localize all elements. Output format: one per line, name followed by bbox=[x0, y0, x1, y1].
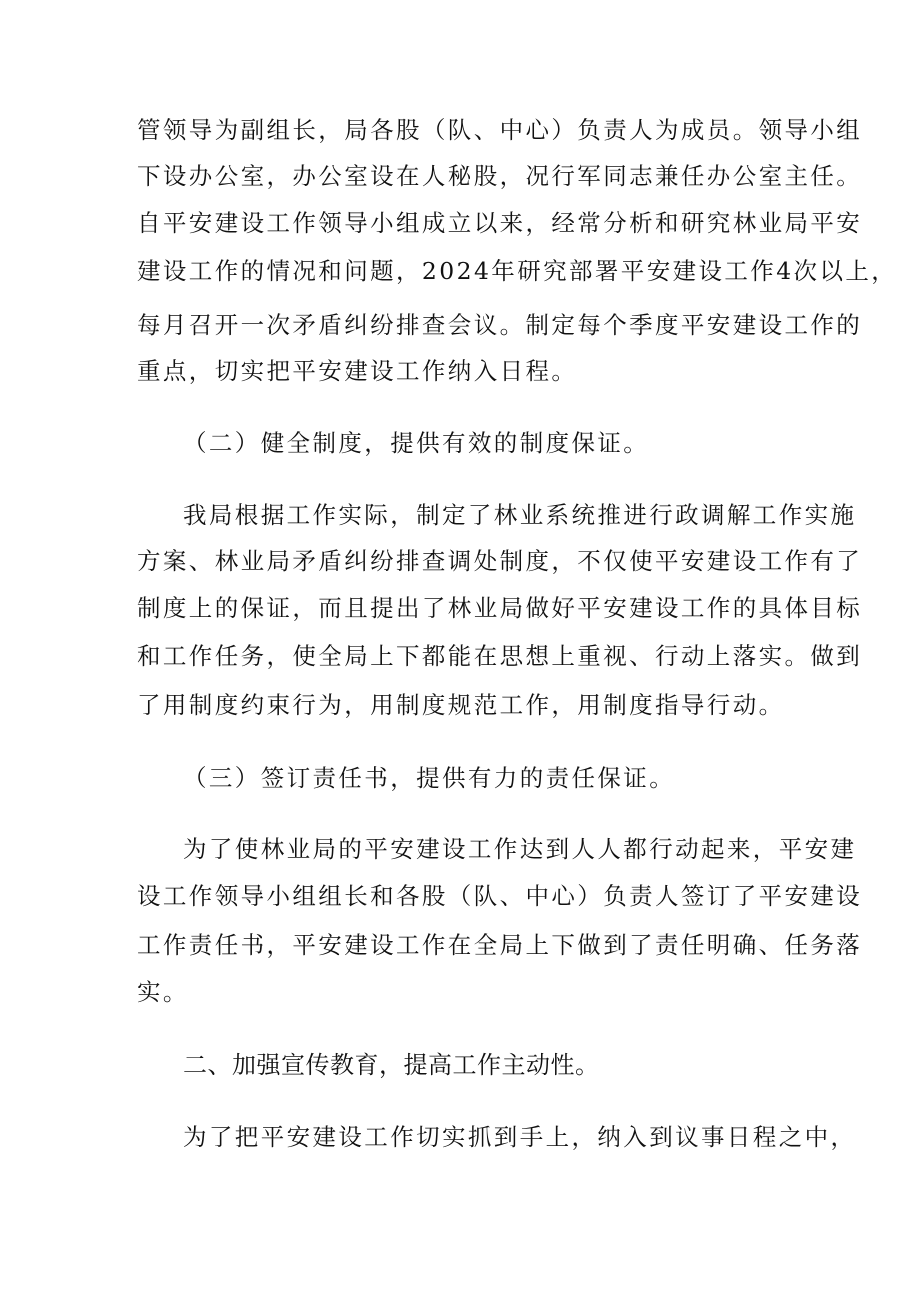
paragraph-line: 为了把平安建设工作切实抓到手上，纳入到议事日程之中， bbox=[183, 1123, 857, 1151]
paragraph-line: 建设工作的情况和问题，2024年研究部署平安建设工作4次以上， bbox=[137, 257, 898, 285]
paragraph-line: 设工作领导小组组长和各股（队、中心）负责人签订了平安建设 bbox=[137, 882, 863, 910]
paragraph-line: 方案、林业局矛盾纠纷排查调处制度，不仅使平安建设工作有了 bbox=[137, 547, 863, 575]
paragraph-line: 了用制度约束行为，用制度规范工作，用制度指导行动。 bbox=[137, 691, 785, 719]
paragraph-line: 下设办公室，办公室设在人秘股，况行军同志兼任办公室主任。 bbox=[137, 162, 863, 190]
paragraph-line: 工作责任书，平安建设工作在全局上下做到了责任明确、任务落 bbox=[137, 931, 863, 959]
section-subheading: （二）健全制度，提供有效的制度保证。 bbox=[183, 429, 650, 457]
section-subheading: （三）签订责任书，提供有力的责任保证。 bbox=[183, 764, 676, 792]
paragraph-line: 和工作任务，使全局上下都能在思想上重视、行动上落实。做到 bbox=[137, 642, 863, 670]
paragraph-line: 制度上的保证，而且提出了林业局做好平安建设工作的具体目标 bbox=[137, 594, 863, 622]
paragraph-line: 每月召开一次矛盾纠纷排查会议。制定每个季度平安建设工作的 bbox=[137, 311, 863, 339]
paragraph-line: 管领导为副组长，局各股（队、中心）负责人为成员。领导小组 bbox=[137, 116, 863, 144]
paragraph-line: 实。 bbox=[137, 978, 189, 1006]
paragraph-line: 为了使林业局的平安建设工作达到人人都行动起来，平安建 bbox=[183, 835, 857, 863]
paragraph-line: 我局根据工作实际，制定了林业系统推进行政调解工作实施 bbox=[183, 501, 857, 529]
section-heading: 二、加强宣传教育，提高工作主动性。 bbox=[183, 1051, 600, 1079]
paragraph-line: 重点，切实把平安建设工作纳入日程。 bbox=[137, 357, 578, 385]
paragraph-line: 自平安建设工作领导小组成立以来，经常分析和研究林业局平安 bbox=[137, 209, 863, 237]
